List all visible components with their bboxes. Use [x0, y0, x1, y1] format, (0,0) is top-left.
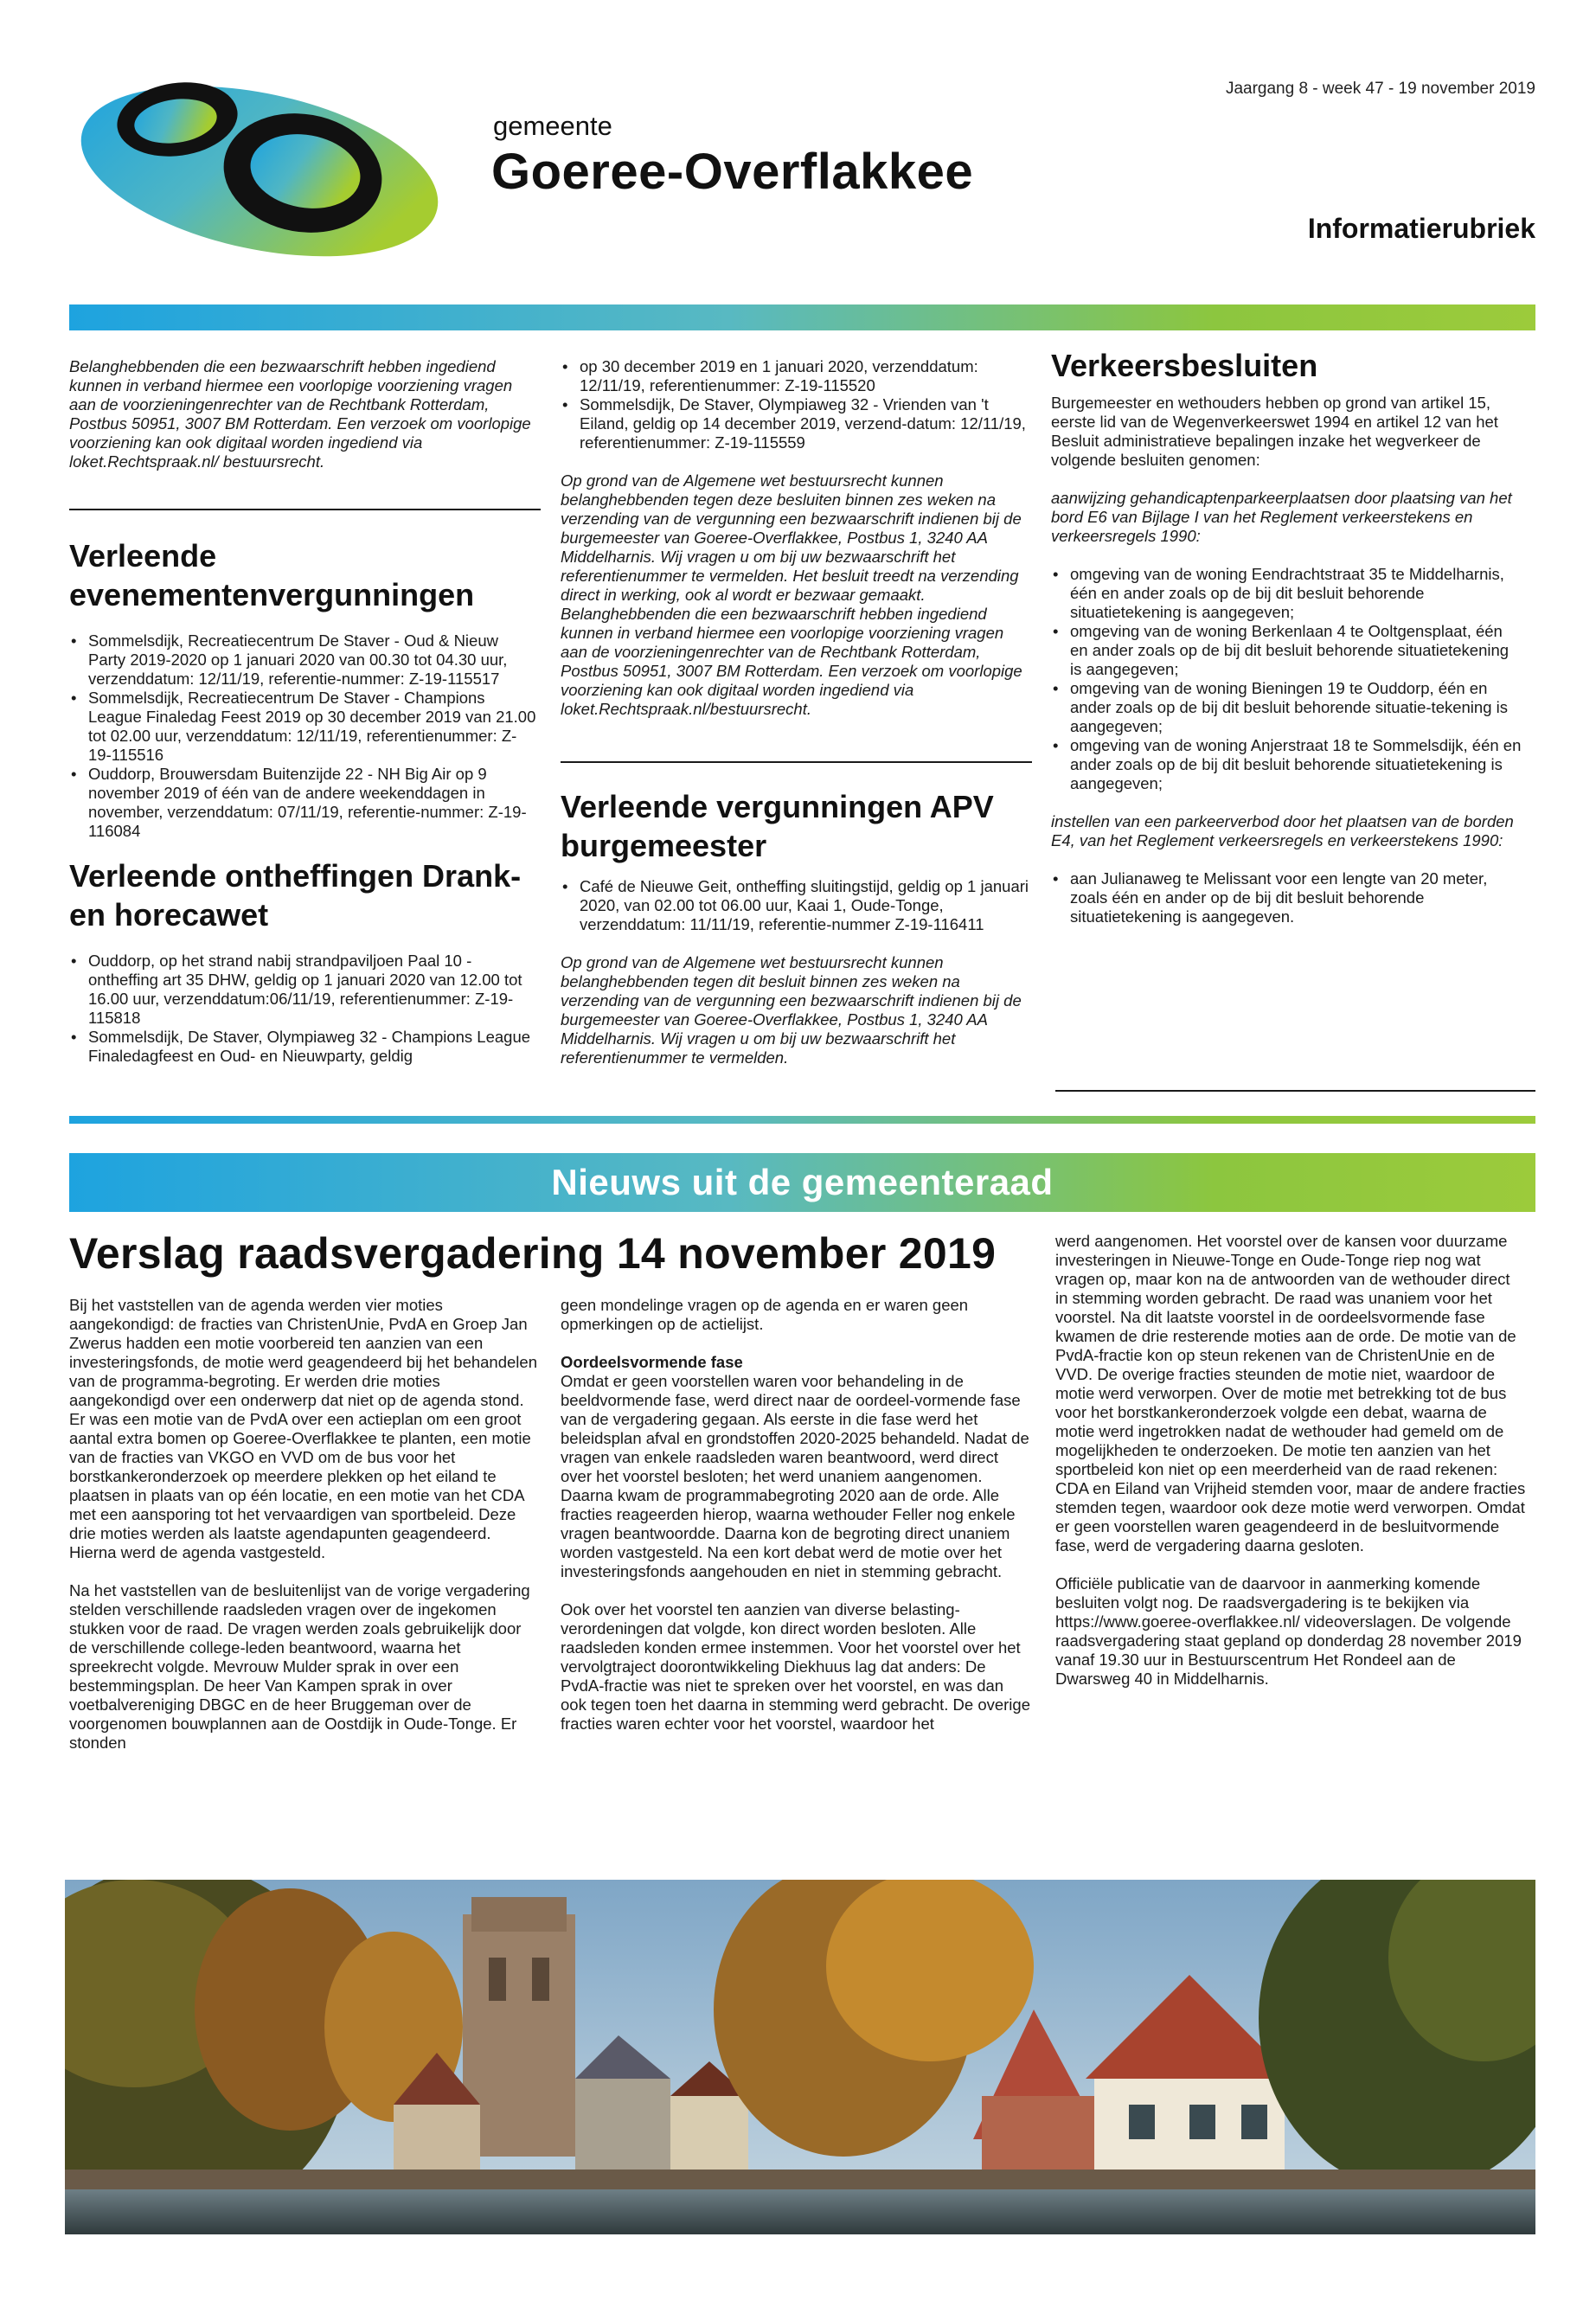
section-heading: Verleende evenementenvergunningen: [69, 538, 475, 612]
article-paragraph: Omdat er geen voorstellen waren voor behandeling in de beeldvormende fase, werd direct naar de oordeel-vormende fase van de vergadering gegaan. Als eerste in die fase werd het beleidsplan afval en grondstoffen 2020-2025 behandeld. Nadat de vragen van enkele raadsleden waren beantwoord, werd direct over het voorstel besloten; het werd unaniem aangenomen. Daarna kwam de programmabegroting 2020 aan de orde. Alle fracties reageerden hierop, waarna wethouder Feller nog enkele vragen beantwoordde. Daarna kon de begroting direct unaniem worden vastgesteld. Na een kort debat werd de motie over het investeringsfonds aangehouden en niet in stemming gebracht.: [561, 1372, 1029, 1580]
news-column-2: [561, 1296, 1032, 1734]
exemption-list: [69, 952, 536, 1066]
section-heading: Verleende vergunningen APV burgemeester: [561, 789, 994, 863]
list-item: • omgeving van de woning Anjerstraat 18 te Sommelsdijk, één en ander zoals op de bij dit besluit behorende situatietekening is aangegeven;: [1051, 736, 1522, 793]
news-banner: Nieuws uit de gemeenteraad: [69, 1153, 1535, 1212]
article-paragraph: Ook over het voorstel ten aanzien van diverse belasting-verordeningen dat volgde, kon direct worden besloten. Alle raadsleden konden ermee instemmen. Voor het voorstel over het vervolgtraject doorontwikkeling Diekhuus lag dat anders: De PvdA-fractie was niet te spreken over het voorstel, en was dan ook tegen toen het daarna in stemming werd gebracht. De overige fracties waren echter voor het voorstel, waardoor het: [561, 1600, 1030, 1733]
list-item: • omgeving van de woning Berkenlaan 4 te Ooltgensplaat, één en ander zoals op de bij dit besluit behorende situatietekening is aangegeven;: [1051, 622, 1522, 679]
objection-text: Op grond van de Algemene wet bestuursrecht kunnen belanghebbenden tegen deze besluiten binnen zes weken na verzending van de vergunning een bezwaarschrift indienen bij de burgemeester van Goeree-Overflakkee, Postbus 1, 3240 AA Middelharnis. Wij vragen u om bij uw bezwaarschrift het referentienummer te vermelden. Het besluit treedt na verzending direct in werking, ook al wordt er bezwaar gemaakt. Belanghebbenden die een bezwaarschrift hebben ingediend kunnen in verband hiermee een voorlopige voorziening vragen aan de voorzieningenrechter van de Rechtbank Rotterdam, Postbus 50951, 3007 BM Rotterdam. Een verzoek om voorlopige voorziening kan ook digitaal worden ingediend via loket.Rechtspraak.nl/bestuursrecht.: [561, 471, 1022, 718]
section-heading: Verkeersbesluiten: [1051, 348, 1318, 383]
article-paragraph: Na het vaststellen van de besluitenlijst van de vorige vergadering stelden verschillende raadsleden vragen over de ingekomen stukken voor de raad. De vragen werden zoals gebruikelijk door de verschillende college-leden beantwoord, waarna het spreekrecht volgde. Mevrouw Mulder sprak in over een bestemmingsplan. De heer Van Kampen sprak in over voetbalvereniging DBGC en de heer Bruggeman over de voorgenomen bouwplannen aan de Oostdijk in Oude-Tonge. Er stonden: [69, 1581, 530, 1752]
news-column-1: [69, 1296, 541, 1753]
issue-line: Jaargang 8 - week 47 - 19 november 2019: [1225, 80, 1535, 98]
article-paragraph: werd aangenomen. Het voorstel over de kansen voor duurzame investeringen in Nieuwe-Tonge en Oude-Tonge riep nog wat vragen op, maar kon na de antwoorden van de wethouder direct in stemming worden gebracht. De raad was unaniem voor het voorstel. Na dit laatste voorstel in de oordeelsvormende fase kwamen de drie resterende moties aan de orde. De motie van de PvdA-fractie kon op steun rekenen van de ChristenUnie en de VVD. De overige fracties steunden de motie niet, waardoor de motie werd verworpen. Over de motie met betrekking tot de bus voor het borstkankeronderzoek volgde een debat, waarna de motie werd ingetrokken nadat de wethouder had gemeld om de mogelijkheden te onderzoeken. De motie ten aanzien van het sportbeleid kon niet op een meerderheid van de raad rekenen: CDA en Eiland van Vrijheid stemden voor, maar de andere fracties stemden tegen, waardoor ook deze motie werd verworpen. Omdat er geen voorstellen waren geagendeerd in de besluitvormende fase, werd de vergadering daarna gesloten.: [1055, 1232, 1526, 1554]
municipality-name: Goeree-Overflakkee: [491, 144, 974, 200]
section-gradient-bar: [69, 1116, 1535, 1124]
intro-text: Belanghebbenden die een bezwaarschrift hebben ingediend kunnen in verband hiermee een voorlopige voorziening vragen aan de voorzieningenrechter van de Rechtbank Rotterdam, Postbus 50951, 3007 BM Rotterdam. Een verzoek om voorlopige voorziening kan ook digitaal worden ingediend via loket.Rechtspraak.nl/ bestuursrecht.: [69, 357, 531, 471]
list-item: • Ouddorp, Brouwersdam Buitenzijde 22 - NH Big Air op 9 november 2019 of één van de andere weekenddagen in november, verzenddatum: 07/11/19, referentie-nummer: Z-19-116084: [69, 765, 536, 841]
traffic-sub: aanwijzing gehandicaptenparkeerplaatsen door plaatsing van het bord E6 van Bijlage I van het Reglement verkeerstekens en verkeersregels 1990:: [1051, 489, 1512, 545]
no-parking-list: [1051, 869, 1522, 926]
rubric-title: Informatierubriek: [1307, 213, 1535, 244]
divider: [1055, 1090, 1535, 1092]
municipality-prefix: gemeente: [493, 111, 612, 141]
section-heading: Verleende ontheffingen Drank- en horecawet: [69, 858, 522, 933]
list-item-text: op 30 december 2019 en 1 januari 2020, verzenddatum: 12/11/19, referentienummer: Z-19-115520: [580, 357, 978, 394]
list-item: • Sommelsdijk, Recreatiecentrum De Staver - Oud & Nieuw Party 2019-2020 op 1 januari 2020 van 00.30 tot 04.30 uur, verzenddatum: 12/11/19, referentie-nummer: Z-19-115517: [69, 631, 536, 689]
article-subheading: Oordeelsvormende fase: [561, 1353, 743, 1371]
column-1-lower: [69, 536, 536, 1066]
objection-text: Op grond van de Algemene wet bestuursrecht kunnen belanghebbenden tegen dit besluit binnen zes weken na verzending van de vergunning een bezwaarschrift indienen bij de burgemeester van Goeree-Overflakkee, Postbus 1, 3240 AA Middelharnis. Wij vragen u om bij uw bezwaarschrift het referentienummer te vermelden.: [561, 953, 1022, 1067]
column-1: [69, 357, 536, 471]
divider: [69, 509, 541, 510]
header-gradient-bar: [69, 304, 1535, 330]
continued-list: [561, 357, 1032, 452]
parking-list: [1051, 565, 1522, 793]
traffic-intro: Burgemeester en wethouders hebben op grond van artikel 15, eerste lid van de Wegenverkeerswet 1994 en artikel 12 van het Besluit administratieve bepalingen inzake het wegverkeer de volgende besluiten genomen:: [1051, 394, 1498, 469]
list-item: • Sommelsdijk, Recreatiecentrum De Staver - Champions League Finaledag Feest 2019 op 30 december 2019 van 21.00 tot 02.00 uur, verzenddatum: 12/11/19, referentienummer: Z-19-115516: [69, 689, 536, 765]
list-item: • omgeving van de woning Eendrachtstraat 35 te Middelharnis, één en ander zoals op de bij dit besluit behorende situatietekening is aangegeven;: [1051, 565, 1522, 622]
town-photo: [65, 1880, 1535, 2234]
list-item-continued: [561, 357, 1032, 395]
article-title: Verslag raadsvergadering 14 november 2019: [69, 1229, 997, 1278]
article-paragraph: Bij het vaststellen van de agenda werden vier moties aangekondigd: de fracties van ChristenUnie, PvdA en Groep Jan Zwerus hadden een motie voorbereid ten aanzien van een investeringsfonds, de motie werd geagendeerd bij het behandelen van de programma-begroting. Er werden drie moties aangekondigd over een onderwerp dat niet op de agenda stond. Er was een motie van de PvdA over een actieplan om een groot aantal extra bomen op Goeree-Overflakkee te planten, een motie van de fracties van VKGO en VVD om de bus voor het borstkankeronderzoek op meerdere plekken op het eiland te plaatsen in plaats van op één locatie, en een motie van het CDA met een aansporing tot het vervaardigen van sportbeleid. Deze drie moties werden als laatste agendapunten geagendeerd. Hierna werd de agenda vastgesteld.: [69, 1296, 537, 1561]
article-paragraph: geen mondelinge vragen op de agenda en er waren geen opmerkingen op de actielijst.: [561, 1296, 969, 1333]
list-item: • omgeving van de woning Bieningen 19 te Ouddorp, één en ander zoals op de bij dit besluit behorende situatie-tekening is aangegeven;: [1051, 679, 1522, 736]
municipality-logo-icon: [74, 76, 445, 258]
list-item: • Café de Nieuwe Geit, ontheffing sluitingstijd, geldig op 1 januari 2020, van 02.00 tot 06.00 uur, Kaai 1, Oude-Tonge, verzenddatum: 11/11/19, referentie-nummer Z-19-116411: [561, 877, 1032, 934]
column-2-lower: [561, 787, 1032, 1067]
divider: [561, 761, 1032, 763]
column-3: [1051, 346, 1522, 926]
apv-list: [561, 877, 1032, 934]
news-column-3: [1055, 1232, 1527, 1689]
traffic-sub: instellen van een parkeerverbod door het plaatsen van de borden E4, van het Reglement verkeersregels en verkeerstekens 1990:: [1051, 812, 1514, 849]
column-2: [561, 357, 1032, 719]
article-paragraph: Officiële publicatie van de daarvoor in aanmerking komende besluiten volgt nog. De raadsvergadering is te bekijken via https://www.goeree-overflakkee.nl/ videoverslagen. De volgende raadsvergadering staat gepland op donderdag 28 november 2019 vanaf 19.30 uur in Bestuurscentrum Het Rondeel aan de Dwarsweg 40 in Middelharnis.: [1055, 1574, 1522, 1688]
list-item: • Sommelsdijk, De Staver, Olympiaweg 32 - Champions League Finaledagfeest en Oud- en Nieuwparty, geldig: [69, 1028, 536, 1066]
list-item: • Sommelsdijk, De Staver, Olympiaweg 32 - Vrienden van 't Eiland, geldig op 14 december 2019, verzend-datum: 12/11/19, referentienummer: Z-19-115559: [561, 395, 1032, 452]
list-item: • aan Julianaweg te Melissant voor een lengte van 20 meter, zoals één en ander op de bij dit besluit behorende situatietekening is aangegeven.: [1051, 869, 1522, 926]
list-item: • Ouddorp, op het strand nabij strandpaviljoen Paal 10 - ontheffing art 35 DHW, geldig op 1 januari 2020 van 12.00 tot 16.00 uur, verzenddatum:06/11/19, referentienummer: Z-19-115818: [69, 952, 536, 1028]
permit-list: [69, 631, 536, 841]
